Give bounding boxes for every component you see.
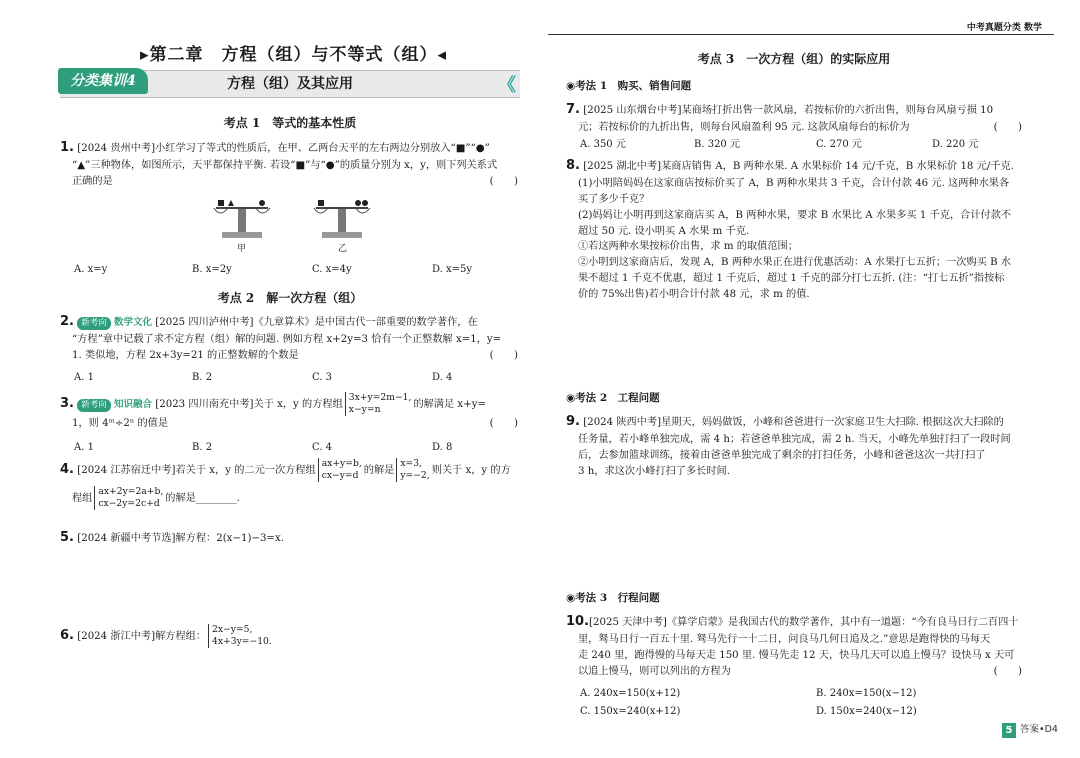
q7-option-b[interactable]: B. 320 元: [694, 139, 740, 150]
q2-new-tag: 新考向: [77, 317, 111, 330]
balance-a-icon: [214, 200, 270, 238]
q1-option-b[interactable]: B. x=2y: [192, 264, 232, 275]
page-number: 5: [1002, 723, 1016, 738]
q1-line3: 正确的是: [72, 175, 113, 187]
q7-number: 7.: [566, 102, 580, 117]
q9-line1: [2024 陕西中考]星期天，妈妈做饭，小峰和爸爸进行一次家庭卫生大扫除. 根据这次大扫除的: [583, 417, 1004, 428]
q4-system-a: ax+y=b, cx−y=d: [318, 458, 362, 482]
q1-number: 1.: [60, 140, 74, 155]
banner-tag: 分类集训4: [58, 68, 148, 94]
q2-option-b[interactable]: B. 2: [192, 372, 213, 383]
q6-number: 6.: [60, 628, 74, 643]
question-5: [60, 528, 518, 548]
q1-option-a[interactable]: A. x=y: [74, 264, 108, 275]
q4-system-c: ax+2y=2a+b, cx−2y=2c+d: [94, 486, 163, 510]
q10-line3: 走 240 里，跑得慢的马每天走 150 里. 慢马先走 12 天，快马几天可以追上慢马？设快马 x 天可: [578, 649, 1015, 661]
q1-line2: “▲”三种物体，如图所示，天平都保持平衡. 若设“■”与“●”的质量分别为 x，y，则下列关系式: [72, 160, 498, 172]
q3-line1b: 的解满足 x+y=: [413, 399, 486, 410]
q3-equation-system: 3x+y=2m−1, x−y=n: [345, 392, 412, 416]
q2-option-c[interactable]: C. 3: [312, 372, 333, 383]
q2-answer-paren: ( ): [489, 349, 518, 361]
question-10: [566, 612, 1022, 680]
q1-option-c[interactable]: C. x=4y: [312, 264, 352, 275]
q4-line1b: 的解是: [363, 465, 395, 476]
q8-line1: [2025 湖北中考]某商店销售 A，B 两种水果. A 水果标价 14 元/千克，B 水果标价 18 元/千克.: [583, 161, 1014, 172]
q3-topic: 知识融合: [114, 399, 153, 410]
q2-topic: 数学文化: [114, 317, 153, 328]
q7-answer-paren: ( ): [993, 122, 1022, 134]
q2-number: 2.: [60, 314, 74, 329]
q9-line2: 任务量，若小峰单独完成，需 4 h；若爸爸单独完成，需 2 h. 当天，小峰先单独打扫了一段时间: [578, 434, 1011, 446]
q2-option-a[interactable]: A. 1: [74, 372, 94, 383]
question-1: [60, 138, 518, 190]
q3-option-d[interactable]: D. 8: [432, 442, 453, 453]
q9-number: 9.: [566, 414, 580, 429]
q8-line9: 价的 75%出售)若小明合计付款 48 元，求 m 的值.: [578, 288, 810, 300]
q10-option-a[interactable]: A. 240x=150(x+12): [580, 688, 681, 699]
question-7: [566, 100, 1022, 136]
figure-label-a: 甲: [237, 244, 247, 254]
question-2: [60, 312, 518, 364]
q6-text: [2024 浙江中考]解方程组：: [77, 631, 207, 642]
q6-equation-system: 2x−y=5, 4x+3y=−10.: [208, 624, 272, 648]
method-2-title: ◉考法 2 工程问题: [566, 392, 660, 404]
q7-line1: [2025 山东烟台中考]某商场打折出售一款风扇，若按标价的六折出售，则每台风扇亏损 10: [583, 105, 994, 116]
banner-title: 方程（组）及其应用: [227, 76, 353, 92]
q4-number: 4.: [60, 462, 74, 477]
q2-line3: 1. 类似地，方程 2x+3y=21 的正整数解的个数是: [72, 349, 299, 361]
q3-answer-paren: ( ): [489, 418, 518, 429]
q8-line3: 买了多少千克？: [578, 193, 650, 205]
q3-new-tag: 新考向: [77, 399, 111, 412]
q10-number: 10.: [566, 614, 590, 629]
q7-line2: 元；若按标价的九折出售，则每台风扇盈利 95 元. 这款风扇每台的标价为: [578, 122, 910, 134]
q8-line4: (2)妈妈让小明再到这家商店买 A，B 两种水果，要求 B 水果比 A 水果多买 1 千克，合计付款不: [578, 209, 1012, 221]
banner-arrow-icon: 《: [498, 75, 516, 96]
chapter-title: ▸第二章 方程（组）与不等式（组）◂: [140, 45, 448, 65]
q3-option-c[interactable]: C. 4: [312, 442, 333, 453]
section-2-title: 考点 2 解一次方程（组）: [217, 291, 363, 305]
q3-option-b[interactable]: B. 2: [192, 442, 213, 453]
q3-number: 3.: [60, 396, 74, 411]
q1-line1: [2024 贵州中考]小红学习了等式的性质后，在甲、乙两台天平的左右两边分别放入“■”“●”: [77, 143, 490, 154]
q3-line2: 1，则 4ᵐ÷2ⁿ 的值是: [72, 418, 169, 429]
section-1-title: 考点 1 等式的基本性质: [223, 116, 357, 130]
q3-line1a: [2023 四川南充中考]关于 x，y 的方程组: [155, 399, 343, 410]
q4-line1c: 则关于 x，y 的方: [431, 465, 511, 476]
header-rule: [548, 34, 1054, 35]
q10-option-b[interactable]: B. 240x=150(x−12): [816, 688, 917, 699]
q5-text: [2024 新疆中考节选]解方程：2(x−1)−3=x.: [77, 533, 284, 544]
question-3: [60, 392, 518, 432]
method-3-title: ◉考法 3 行程问题: [566, 592, 660, 604]
q8-line6: ①若这两种水果按标价出售，求 m 的取值范围；: [578, 241, 798, 253]
q8-number: 8.: [566, 158, 580, 173]
q10-line1: [2025 天津中考]《算学启蒙》是我国古代的数学著作，其中有一道题：“今有良马日行二百四十: [589, 617, 1019, 628]
q8-line5: 超过 50 元. 设小明买 A 水果 m 千克.: [578, 225, 750, 237]
question-8: [566, 156, 1022, 303]
method-1-title: ◉考法 1 购买、销售问题: [566, 80, 692, 92]
question-4: [60, 458, 518, 510]
q3-option-a[interactable]: A. 1: [74, 442, 94, 453]
balance-b-icon: [314, 200, 370, 238]
q8-line2: (1)小明陪妈妈在这家商店按标价买了 A，B 两种水果共 3 千克，合计付款 46 元. 这两种水果各: [578, 178, 1010, 190]
figure-label-b: 乙: [338, 244, 348, 254]
q10-answer-paren: ( ): [993, 665, 1022, 677]
q2-line2: “方程”章中记载了求不定方程（组）解的问题. 例如方程 x+2y=3 恰有一个正整数解 x=1，y=: [72, 334, 502, 346]
q5-number: 5.: [60, 530, 74, 545]
footer-answer-ref: 答案•D4: [1020, 724, 1058, 735]
q4-system-b: x=3, y=−2,: [396, 458, 429, 482]
q2-line1: [2025 四川泸州中考]《九章算术》是中国古代一部重要的数学著作，在: [155, 317, 478, 328]
q4-line1a: [2024 江苏宿迁中考]若关于 x，y 的二元一次方程组: [77, 465, 316, 476]
q10-option-d[interactable]: D. 150x=240(x−12): [816, 706, 917, 717]
q10-option-c[interactable]: C. 150x=240(x+12): [580, 706, 681, 717]
q8-line7: ②小明到这家商店后，发现 A，B 两种水果正在进行优惠活动：A 水果打七五折；一次购买 B 水: [578, 257, 1011, 269]
q4-line2b: 的解是________.: [165, 493, 240, 504]
q8-line8: 果不超过 1 千克不优惠，超过 1 千克后，超过 1 千克的部分打七五折. (注：“打七五折”指按标: [578, 273, 1005, 285]
q10-line4: 以追上慢马，则可以列出的方程为: [578, 665, 731, 677]
q9-line4: 3 h，求这次小峰打扫了多长时间.: [578, 465, 730, 477]
q1-option-d[interactable]: D. x=5y: [432, 264, 473, 275]
q9-line3: 后，去参加篮球训练，接着由爸爸单独完成了剩余的打扫任务，小峰和爸爸这次一共打扫了: [578, 449, 986, 461]
q7-option-c[interactable]: C. 270 元: [816, 139, 862, 150]
running-header: 中考真题分类 数学: [966, 23, 1042, 33]
q2-option-d[interactable]: D. 4: [432, 372, 453, 383]
question-9: [566, 412, 1022, 480]
question-6: [60, 624, 518, 648]
q4-line2a: 程组: [72, 493, 93, 504]
q10-line2: 里，驽马日行一百五十里. 驽马先行一十二日，问良马几何日追及之.”意思是跑得快的马每天: [578, 634, 991, 646]
q1-answer-paren: ( ): [489, 175, 518, 187]
q7-option-d[interactable]: D. 220 元: [932, 139, 979, 150]
section-3-title: 考点 3 一次方程（组）的实际应用: [697, 52, 891, 66]
q7-option-a[interactable]: A. 350 元: [580, 139, 626, 150]
